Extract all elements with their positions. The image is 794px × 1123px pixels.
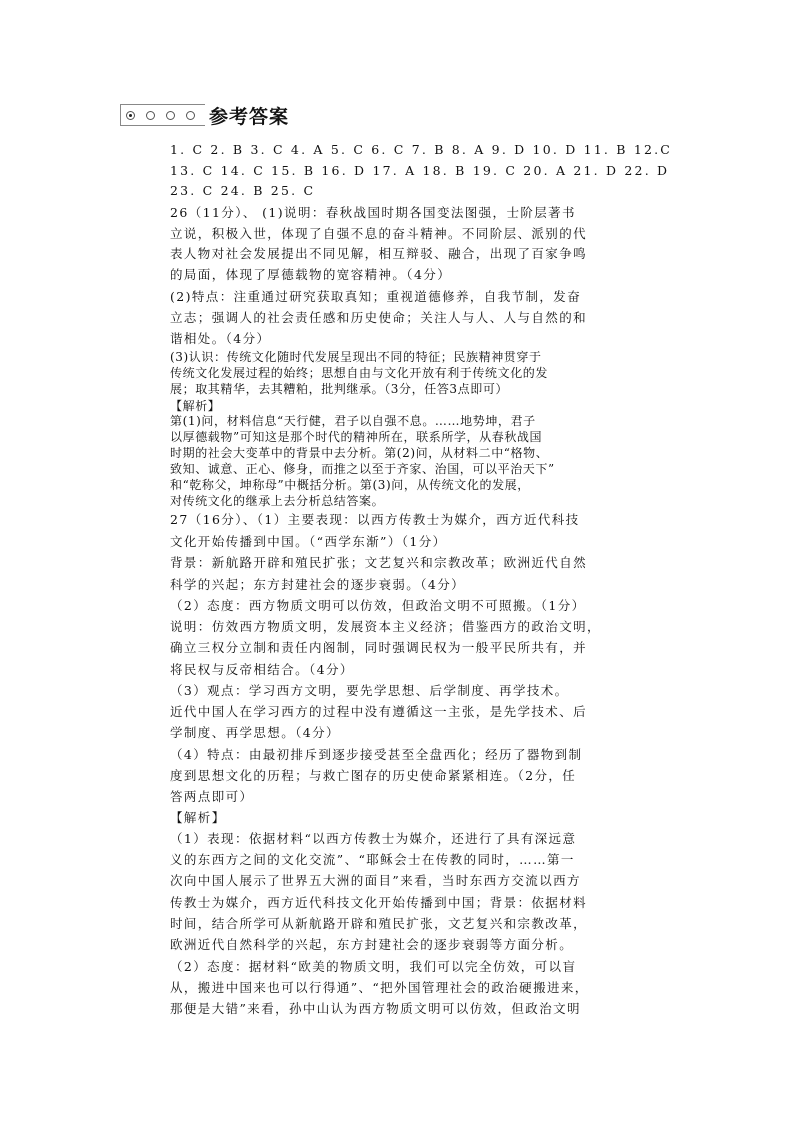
text-line: 时期的社会大变革中的背景中去分析。第(2)问，从材料二中“格物、	[170, 446, 549, 460]
text-line: 从，搬进中国来也可以行得通”、“把外国管理社会的政治硬搬进来，	[170, 980, 589, 995]
text-line: 23. C 24. B 25. C	[170, 183, 316, 198]
radio-option-1[interactable]	[126, 111, 135, 120]
text-line: 那便是大错”来看，孙中山认为西方物质文明可以仿效，但政治文明	[170, 1001, 581, 1016]
text-line: （3）观点：学习西方文明，要先学思想、后学制度、再学技术。	[170, 683, 569, 698]
text-line: 度到思想文化的历程；与救亡图存的历史使命紧紧相连。（2分，任	[170, 768, 577, 783]
text-line: 13. C 14. C 15. B 16. D 17. A 18. B 19. C 20. A 21. D 22. D	[170, 163, 670, 178]
text-line: (3)认识：传统文化随时代发展呈现出不同的特征；民族精神贯穿于	[170, 350, 542, 364]
answer-key-header	[120, 101, 289, 129]
text-line: 和“乾称父，坤称母”中概括分析。第(3)问，从传统文化的发展，	[170, 478, 530, 492]
page-title: 参考答案	[209, 105, 290, 128]
radio-option-3[interactable]	[166, 111, 175, 120]
radio-option-2[interactable]	[146, 111, 155, 120]
text-line: （4）特点：由最初排斥到逐步接受甚至全盘西化；经历了器物到制	[170, 747, 583, 762]
option-radio-group[interactable]	[120, 104, 205, 126]
text-line: 1. C 2. B 3. C 4. A 5. C 6. C 7. B 8. A 9. D 10. D 11. B 12.C	[170, 142, 673, 157]
text-line: 次向中国人展示了世界五大洲的面目”来看，当时东西方交流以西方	[170, 873, 581, 888]
text-line: (2)特点：注重通过研究获取真知；重视道德修养，自我节制，发奋	[170, 289, 582, 304]
text-line: 立说，积极入世，体现了自强不息的奋斗精神。不同阶层、派别的代	[170, 226, 588, 241]
text-line: 说明：仿效西方物质文明，发展资本主义经济；借鉴西方的政治文明，	[170, 619, 601, 634]
text-line: 确立三权分立制和责任内阁制，同时强调民权为一般平民所共有，并	[170, 640, 588, 655]
text-line: 【解析】	[170, 810, 226, 825]
text-line: 27（16分）、（1）主要表现：以西方传教士为媒介，西方近代科技	[170, 512, 580, 527]
text-line: 答两点即可）	[170, 789, 254, 804]
text-line: 传教士为媒介，西方近代科技文化开始传播到中国；背景：依据材料	[170, 895, 588, 910]
text-line: 时间，结合所学可从新航路开辟和殖民扩张，文艺复兴和宗教改革，	[170, 916, 588, 931]
text-line: 义的东西方之间的文化交流”、“耶稣会士在传教的同时，……第一	[170, 852, 575, 867]
text-line: 的局面，体现了厚德载物的宽容精神。（4分）	[170, 267, 452, 282]
text-line: 展；取其精华，去其糟粕，批判继承。（3分，任答3点即可）	[170, 382, 509, 396]
text-line: 文化开始传播到中国。（“西学东渐”）（1分）	[170, 534, 447, 549]
text-line: 以厚德载物”可知这是那个时代的精神所在，联系所学，从春秋战国	[170, 430, 543, 444]
text-line: 谐相处。（4分）	[170, 331, 271, 346]
text-line: 第(1)问，材料信息“天行健，君子以自强不息。……地势坤，君子	[170, 414, 536, 428]
radio-option-4[interactable]	[186, 111, 195, 120]
text-line: 学制度、再学思想。（4分）	[170, 725, 340, 740]
text-line: 致知、诚意、正心、修身，而推之以至于齐家、治国，可以平治天下”	[170, 462, 555, 476]
text-line: 26（11分）、 (1)说明：春秋战国时期各国变法图强，士阶层著书	[170, 205, 576, 220]
text-line: 【解析】	[170, 399, 221, 413]
text-line: 科学的兴起；东方封建社会的逐步衰弱。（4分）	[170, 577, 466, 592]
text-line: 立志；强调人的社会责任感和历史使命；关注人与人、人与自然的和	[170, 310, 588, 325]
text-line: （2）态度：西方物质文明可以仿效，但政治文明不可照搬。（1分）	[170, 598, 586, 613]
text-line: 近代中国人在学习西方的过程中没有遵循这一主张，是先学技术、后	[170, 704, 588, 719]
text-line: 传统文化发展过程的始终；思想自由与文化开放有利于传统文化的发	[170, 366, 549, 380]
text-line: 将民权与反帝相结合。（4分）	[170, 662, 354, 677]
text-line: （2）态度：据材料“欧美的物质文明，我们可以完全仿效，可以盲	[170, 959, 577, 974]
text-line: （1）表现：依据材料“以西方传教士为媒介，还进行了具有深远意	[170, 831, 577, 846]
text-line: 对传统文化的继承上去分析总结答案。	[170, 494, 385, 508]
text-line: 表人物对社会发展提出不同见解，相互辩驳、融合，出现了百家争鸣	[170, 246, 588, 261]
text-line: 欧洲近代自然科学的兴起，东方封建社会的逐步衰弱等方面分析。	[170, 937, 574, 952]
text-line: 背景：新航路开辟和殖民扩张；文艺复兴和宗教改革；欧洲近代自然	[170, 555, 588, 570]
